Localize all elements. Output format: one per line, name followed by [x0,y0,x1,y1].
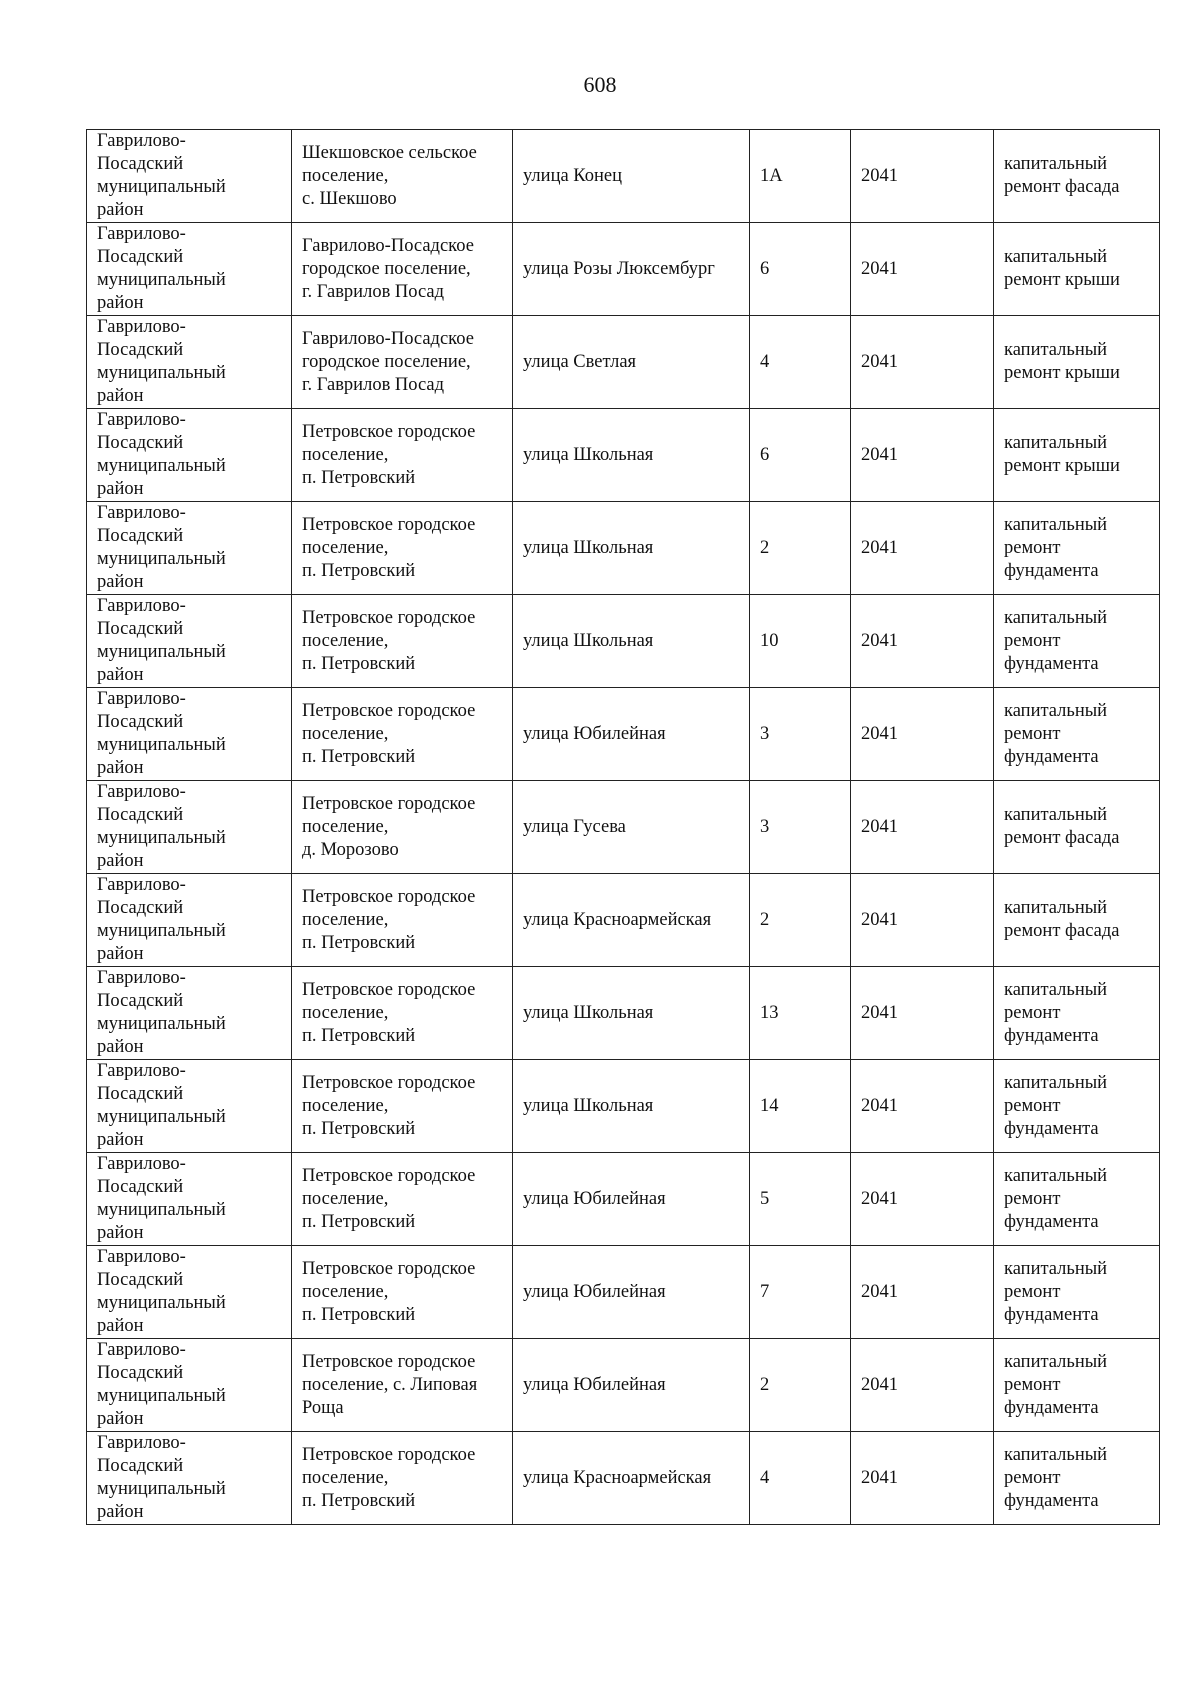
street-cell: улица Конец [513,130,750,223]
settlement-cell: Петровское городское поселение, п. Петровский [292,1060,513,1153]
table-row [87,409,1160,502]
table-row [87,874,1160,967]
work-type-cell: капитальный ремонт фундамента [994,502,1160,595]
settlement-cell: Петровское городское поселение, п. Петровский [292,688,513,781]
work-type-cell: капитальный ремонт крыши [994,316,1160,409]
street-cell: улица Юбилейная [513,1339,750,1432]
district-cell: Гаврилово- Посадский муниципальный район [87,1060,292,1153]
year-cell: 2041 [851,1339,994,1432]
street-cell: улица Гусева [513,781,750,874]
table-row [87,316,1160,409]
table-row [87,223,1160,316]
settlement-cell: Петровское городское поселение, п. Петровский [292,1153,513,1246]
settlement-cell: Гаврилово-Посадское городское поселение, г. Гаврилов Посад [292,316,513,409]
house-number-cell: 3 [750,688,851,781]
year-cell: 2041 [851,874,994,967]
house-number-cell: 2 [750,874,851,967]
settlement-cell: Петровское городское поселение, п. Петровский [292,409,513,502]
street-cell: улица Розы Люксембург [513,223,750,316]
year-cell: 2041 [851,781,994,874]
street-cell: улица Красноармейская [513,874,750,967]
work-type-cell: капитальный ремонт фасада [994,130,1160,223]
house-number-cell: 14 [750,1060,851,1153]
district-cell: Гаврилово- Посадский муниципальный район [87,595,292,688]
year-cell: 2041 [851,223,994,316]
house-number-cell: 7 [750,1246,851,1339]
settlement-cell: Петровское городское поселение, п. Петровский [292,1246,513,1339]
district-cell: Гаврилово- Посадский муниципальный район [87,874,292,967]
house-number-cell: 10 [750,595,851,688]
house-number-cell: 3 [750,781,851,874]
table-row [87,1153,1160,1246]
street-cell: улица Юбилейная [513,688,750,781]
work-type-cell: капитальный ремонт фундамента [994,1339,1160,1432]
year-cell: 2041 [851,130,994,223]
house-number-cell: 5 [750,1153,851,1246]
table-row [87,1432,1160,1525]
district-cell: Гаврилово- Посадский муниципальный район [87,409,292,502]
table-row [87,1339,1160,1432]
year-cell: 2041 [851,1246,994,1339]
work-type-cell: капитальный ремонт фундамента [994,1060,1160,1153]
district-cell: Гаврилово- Посадский муниципальный район [87,223,292,316]
table-row [87,688,1160,781]
settlement-cell: Петровское городское поселение, п. Петровский [292,874,513,967]
table-row [87,1060,1160,1153]
table-row [87,502,1160,595]
year-cell: 2041 [851,316,994,409]
year-cell: 2041 [851,1060,994,1153]
work-type-cell: капитальный ремонт крыши [994,409,1160,502]
year-cell: 2041 [851,502,994,595]
year-cell: 2041 [851,967,994,1060]
settlement-cell: Петровское городское поселение, п. Петровский [292,1432,513,1525]
district-cell: Гаврилово- Посадский муниципальный район [87,130,292,223]
work-type-cell: капитальный ремонт фундамента [994,595,1160,688]
district-cell: Гаврилово- Посадский муниципальный район [87,967,292,1060]
district-cell: Гаврилово- Посадский муниципальный район [87,1339,292,1432]
street-cell: улица Школьная [513,502,750,595]
settlement-cell: Петровское городское поселение, д. Морозово [292,781,513,874]
house-number-cell: 6 [750,223,851,316]
house-number-cell: 4 [750,1432,851,1525]
repair-schedule-table [86,129,1160,1525]
house-number-cell: 2 [750,502,851,595]
district-cell: Гаврилово- Посадский муниципальный район [87,316,292,409]
work-type-cell: капитальный ремонт фундамента [994,688,1160,781]
house-number-cell: 13 [750,967,851,1060]
settlement-cell: Петровское городское поселение, с. Липовая Роща [292,1339,513,1432]
house-number-cell: 1А [750,130,851,223]
table-row [87,781,1160,874]
street-cell: улица Школьная [513,595,750,688]
settlement-cell: Петровское городское поселение, п. Петровский [292,967,513,1060]
district-cell: Гаврилово- Посадский муниципальный район [87,1246,292,1339]
street-cell: улица Школьная [513,967,750,1060]
district-cell: Гаврилово- Посадский муниципальный район [87,502,292,595]
year-cell: 2041 [851,409,994,502]
house-number-cell: 4 [750,316,851,409]
street-cell: улица Красноармейская [513,1432,750,1525]
house-number-cell: 6 [750,409,851,502]
house-number-cell: 2 [750,1339,851,1432]
work-type-cell: капитальный ремонт фасада [994,781,1160,874]
district-cell: Гаврилово- Посадский муниципальный район [87,1153,292,1246]
table-row [87,967,1160,1060]
work-type-cell: капитальный ремонт фундамента [994,1153,1160,1246]
work-type-cell: капитальный ремонт фундамента [994,967,1160,1060]
work-type-cell: капитальный ремонт крыши [994,223,1160,316]
district-cell: Гаврилово- Посадский муниципальный район [87,781,292,874]
work-type-cell: капитальный ремонт фундамента [994,1432,1160,1525]
table-row [87,595,1160,688]
street-cell: улица Школьная [513,1060,750,1153]
year-cell: 2041 [851,595,994,688]
table-row [87,1246,1160,1339]
street-cell: улица Светлая [513,316,750,409]
year-cell: 2041 [851,1432,994,1525]
page-number: 608 [583,72,617,97]
year-cell: 2041 [851,688,994,781]
district-cell: Гаврилово- Посадский муниципальный район [87,1432,292,1525]
table-row [87,130,1160,223]
street-cell: улица Школьная [513,409,750,502]
settlement-cell: Гаврилово-Посадское городское поселение, г. Гаврилов Посад [292,223,513,316]
settlement-cell: Шекшовское сельское поселение, с. Шекшово [292,130,513,223]
year-cell: 2041 [851,1153,994,1246]
district-cell: Гаврилово- Посадский муниципальный район [87,688,292,781]
settlement-cell: Петровское городское поселение, п. Петровский [292,502,513,595]
table-body [87,130,1160,1525]
work-type-cell: капитальный ремонт фасада [994,874,1160,967]
work-type-cell: капитальный ремонт фундамента [994,1246,1160,1339]
settlement-cell: Петровское городское поселение, п. Петровский [292,595,513,688]
street-cell: улица Юбилейная [513,1246,750,1339]
street-cell: улица Юбилейная [513,1153,750,1246]
